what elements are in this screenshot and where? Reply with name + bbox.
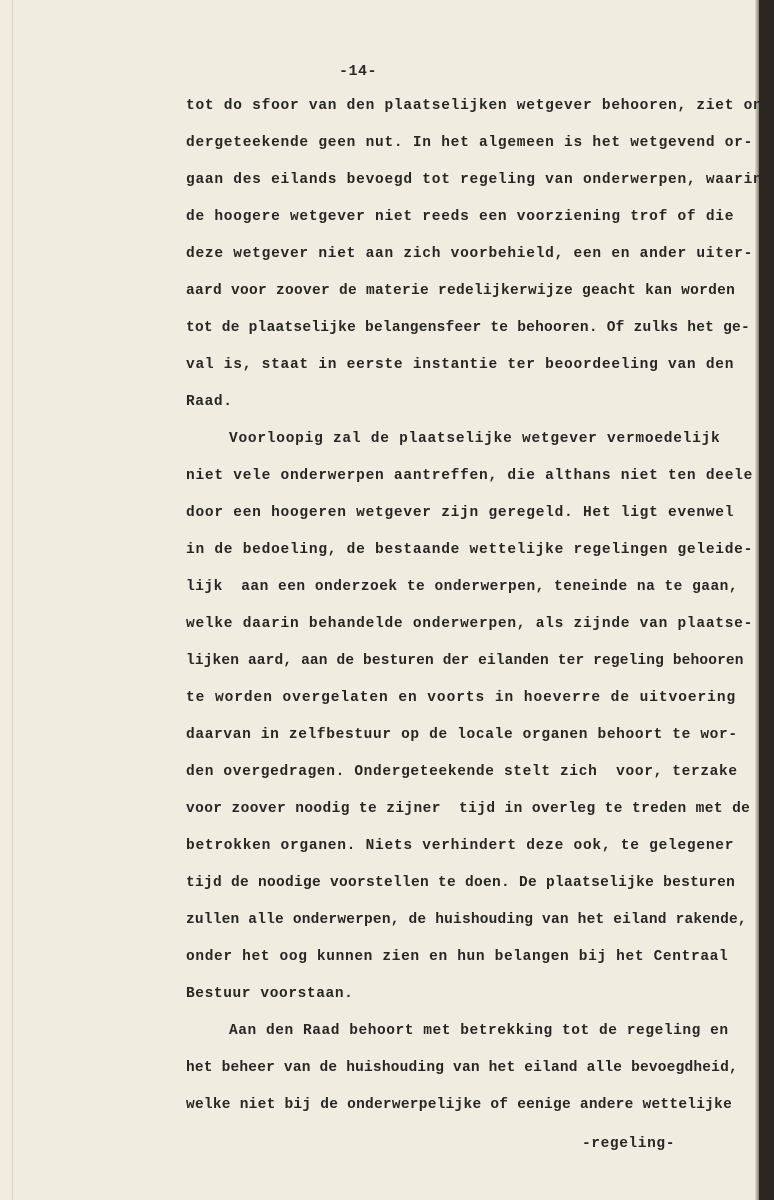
page-edge-rule [12,0,13,1200]
text-line: zullen alle onderwerpen, de huishouding van het eiland rakende, [186,912,747,928]
text-line: val is, staat in eerste instantie ter beoordeeling van den [186,357,735,373]
text-line: niet vele onderwerpen aantreffen, die althans niet ten deele [186,468,754,484]
text-line: Voorloopig zal de plaatselijke wetgever vermoedelijk [229,431,721,447]
text-line: in de bedoeling, de bestaande wettelijke regelingen geleide- [186,542,754,558]
text-line: de hoogere wetgever niet reeds een voorziening trof of die [186,209,735,225]
text-line: het beheer van de huishouding van het eiland alle bevoegdheid, [186,1060,738,1076]
text-line: lijk aan een onderzoek te onderwerpen, teneinde na te gaan, [186,579,739,595]
text-line: Raad. [186,394,233,410]
text-line: welke daarin behandelde onderwerpen, als zijnde van plaatse- [186,616,754,632]
text-line: tot de plaatselijke belangensfeer te behooren. Of zulks het ge- [186,320,750,336]
text-line: voor zoover noodig te zijner tijd in overleg te treden met de [186,801,751,817]
text-line: welke niet bij de onderwerpelijke of eenige andere wettelijke [186,1097,733,1113]
text-line: Aan den Raad behoort met betrekking tot de regeling en [229,1023,729,1039]
text-line: onder het oog kunnen zien en hun belangen bij het Centraal [186,949,729,965]
text-line: deze wetgever niet aan zich voorbehield, een en ander uiter- [186,246,754,262]
text-line: tijd de noodige voorstellen te doen. De plaatselijke besturen [186,875,736,891]
text-line: daarvan in zelfbestuur op de locale organen behoort te wor- [186,727,738,743]
text-line: lijken aard, aan de besturen der eilanden ter regeling behooren [186,653,744,669]
text-line: gaan des eilands bevoegd tot regeling van onderwerpen, waarin [186,172,763,188]
text-line: door een hoogeren wetgever zijn geregeld. Het ligt evenwel [186,505,735,521]
text-line: dergeteekende geen nut. In het algemeen is het wetgevend or- [186,135,754,151]
page-number: -14- [339,63,378,80]
text-line: betrokken organen. Niets verhindert deze ook, te gelegener [186,838,735,854]
text-line: aard voor zoover de materie redelijkerwijze geacht kan worden [186,283,736,299]
text-line: tot do sfoor van den plaatselijken wetgever behooren, ziet on- [186,98,772,114]
text-line: den overgedragen. Ondergeteekende stelt zich voor, terzake [186,764,738,780]
text-line: te worden overgelaten en voorts in hoeverre de uitvoering [186,690,737,706]
text-line: Bestuur voorstaan. [186,986,354,1002]
catchword: -regeling- [582,1136,676,1152]
